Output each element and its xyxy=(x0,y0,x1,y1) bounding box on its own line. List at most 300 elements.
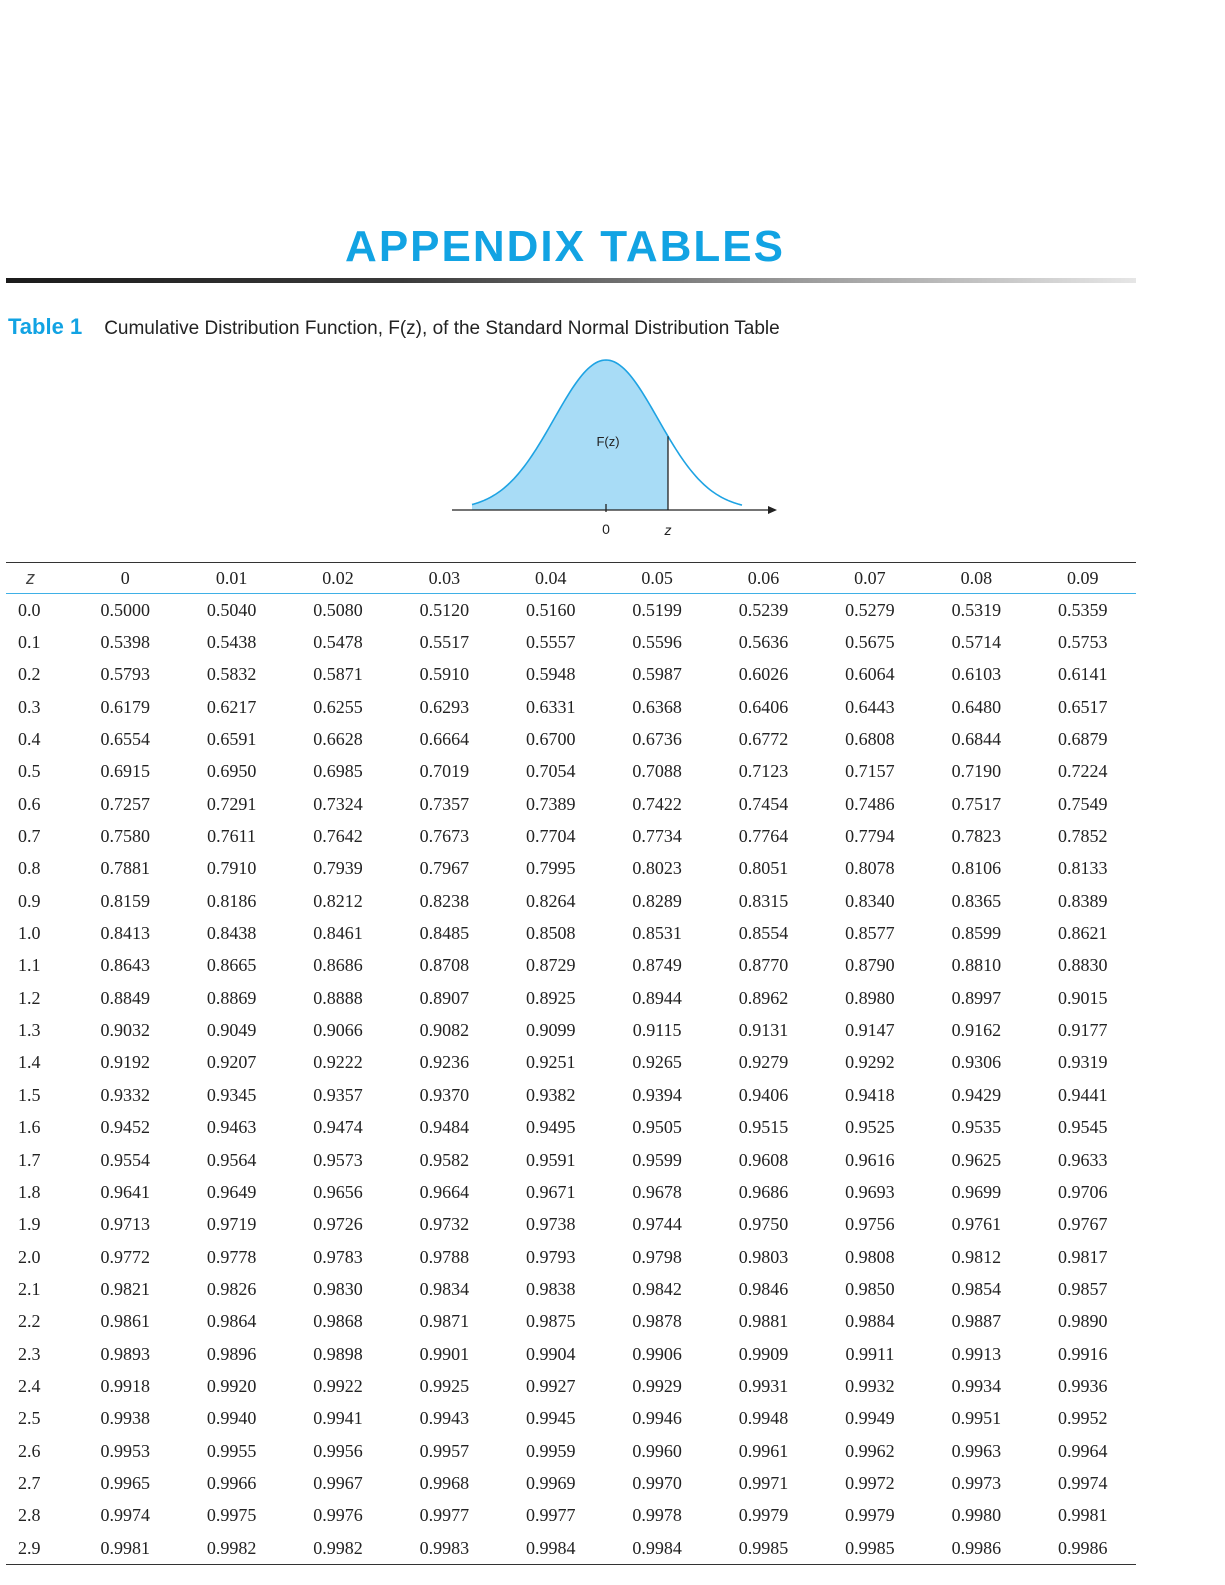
cdf-cell: 0.9066 xyxy=(313,1020,363,1041)
cdf-cell: 0.9842 xyxy=(632,1278,682,1299)
cdf-cell: 0.9969 xyxy=(526,1472,576,1493)
cdf-cell: 0.5871 xyxy=(313,664,363,685)
cdf-cell: 0.8159 xyxy=(100,890,150,911)
table-row xyxy=(6,885,1136,917)
row-z-value: 0.6 xyxy=(18,793,41,814)
cdf-cell: 0.7642 xyxy=(313,826,363,847)
cdf-cell: 0.9515 xyxy=(738,1117,789,1138)
cdf-cell: 0.8485 xyxy=(419,923,470,944)
cdf-cell: 0.6517 xyxy=(1058,696,1108,717)
cdf-cell: 0.5948 xyxy=(526,664,576,685)
cdf-cell: 0.9955 xyxy=(206,1440,257,1461)
cdf-cell: 0.9985 xyxy=(817,1532,923,1565)
cdf-table xyxy=(6,562,1136,1565)
cdf-cell: 0.9803 xyxy=(738,1246,789,1267)
cdf-cell: 0.8810 xyxy=(951,955,1002,976)
cdf-cell: 0.9970 xyxy=(632,1472,682,1493)
cdf-cell: 0.9966 xyxy=(206,1472,257,1493)
cdf-cell: 0.9382 xyxy=(526,1084,576,1105)
cdf-cell: 0.9977 xyxy=(419,1505,470,1526)
title-rule xyxy=(6,278,1136,283)
cdf-cell: 0.7611 xyxy=(207,826,256,847)
cdf-cell: 0.9857 xyxy=(1058,1278,1108,1299)
x-axis-arrow xyxy=(768,506,777,514)
cdf-cell: 0.9956 xyxy=(313,1440,363,1461)
cdf-cell: 0.9940 xyxy=(206,1408,257,1429)
cdf-cell: 0.9147 xyxy=(845,1020,895,1041)
row-z-value: 0.2 xyxy=(18,664,41,685)
cdf-cell: 0.9898 xyxy=(313,1343,363,1364)
z-label: z xyxy=(664,522,672,538)
cdf-cell: 0.9951 xyxy=(951,1408,1002,1429)
cdf-cell: 0.8461 xyxy=(313,923,363,944)
cdf-cell: 0.9979 xyxy=(845,1505,895,1526)
row-z-value: 0.0 xyxy=(18,599,41,620)
cdf-cell: 0.5398 xyxy=(100,632,150,653)
cdf-cell: 0.9664 xyxy=(419,1181,470,1202)
cdf-cell: 0.5793 xyxy=(100,664,150,685)
cdf-cell: 0.7734 xyxy=(632,826,682,847)
row-z-value: 2.1 xyxy=(18,1278,41,1299)
table-row xyxy=(6,950,1136,982)
cdf-cell: 0.9525 xyxy=(845,1117,895,1138)
row-z-value: 1.0 xyxy=(18,923,41,944)
cdf-cell: 0.9767 xyxy=(1058,1214,1108,1235)
cdf-cell: 0.9977 xyxy=(526,1505,576,1526)
cdf-cell: 0.9798 xyxy=(632,1246,682,1267)
cdf-cell: 0.7389 xyxy=(526,793,576,814)
header-col: 0.08 xyxy=(923,563,1029,594)
cdf-cell: 0.8686 xyxy=(313,955,363,976)
cdf-cell: 0.9920 xyxy=(206,1375,257,1396)
cdf-cell: 0.7019 xyxy=(419,761,470,782)
cdf-cell: 0.9984 xyxy=(498,1532,604,1565)
cdf-cell: 0.9936 xyxy=(1058,1375,1108,1396)
row-z-value: 1.5 xyxy=(18,1084,41,1105)
cdf-cell: 0.7422 xyxy=(632,793,682,814)
cdf-cell: 0.9925 xyxy=(419,1375,470,1396)
cdf-cell: 0.8413 xyxy=(100,923,150,944)
cdf-cell: 0.5596 xyxy=(632,632,682,653)
row-z-value: 1.3 xyxy=(18,1020,41,1041)
origin-label: 0 xyxy=(602,521,610,537)
cdf-cell: 0.9838 xyxy=(526,1278,576,1299)
row-z-value: 1.7 xyxy=(18,1149,41,1170)
cdf-cell: 0.9850 xyxy=(845,1278,895,1299)
cdf-cell: 0.6368 xyxy=(632,696,682,717)
row-z-value: 0.3 xyxy=(18,696,41,717)
cdf-cell: 0.8051 xyxy=(738,858,789,879)
cdf-cell: 0.9982 xyxy=(285,1532,391,1565)
cdf-cell: 0.9834 xyxy=(419,1278,470,1299)
cdf-cell: 0.9429 xyxy=(951,1084,1002,1105)
cdf-cell: 0.9964 xyxy=(1058,1440,1108,1461)
header-col: 0.02 xyxy=(285,563,391,594)
cdf-cell: 0.9896 xyxy=(206,1343,257,1364)
cdf-cell: 0.9306 xyxy=(951,1052,1002,1073)
cdf-cell: 0.8790 xyxy=(845,955,895,976)
cdf-cell: 0.9978 xyxy=(632,1505,682,1526)
table-row xyxy=(6,756,1136,788)
cdf-cell: 0.9686 xyxy=(738,1181,789,1202)
cdf-cell: 0.9726 xyxy=(313,1214,363,1235)
cdf-cell: 0.5080 xyxy=(313,599,363,620)
cdf-cell: 0.9953 xyxy=(100,1440,150,1461)
cdf-cell: 0.8621 xyxy=(1058,923,1108,944)
header-col: 0.09 xyxy=(1030,563,1136,594)
cdf-cell: 0.9948 xyxy=(738,1408,789,1429)
cdf-cell: 0.9641 xyxy=(100,1181,150,1202)
cdf-cell: 0.9881 xyxy=(738,1311,789,1332)
cdf-cell: 0.6293 xyxy=(419,696,470,717)
cdf-cell: 0.7454 xyxy=(738,793,789,814)
cdf-cell: 0.9808 xyxy=(845,1246,895,1267)
cdf-cell: 0.5478 xyxy=(313,632,363,653)
cdf-cell: 0.9633 xyxy=(1058,1149,1108,1170)
cdf-cell: 0.9893 xyxy=(100,1343,150,1364)
cdf-cell: 0.6950 xyxy=(206,761,257,782)
cdf-cell: 0.6915 xyxy=(100,761,150,782)
row-z-value: 1.9 xyxy=(18,1214,41,1235)
cdf-cell: 0.7088 xyxy=(632,761,682,782)
cdf-cell: 0.9082 xyxy=(419,1020,470,1041)
cdf-cell: 0.7486 xyxy=(845,793,895,814)
table-row xyxy=(6,1273,1136,1305)
table-row xyxy=(6,1403,1136,1435)
cdf-cell: 0.6103 xyxy=(951,664,1002,685)
cdf-cell: 0.9099 xyxy=(526,1020,576,1041)
cdf-cell: 0.9554 xyxy=(100,1149,150,1170)
cdf-cell: 0.9875 xyxy=(526,1311,576,1332)
cdf-cell: 0.9946 xyxy=(632,1408,682,1429)
table-label: Table 1 xyxy=(8,314,83,339)
cdf-cell: 0.6772 xyxy=(738,729,789,750)
cdf-cell: 0.8289 xyxy=(632,890,682,911)
cdf-cell: 0.6141 xyxy=(1058,664,1108,685)
cdf-cell: 0.5120 xyxy=(419,599,470,620)
cdf-cell: 0.9846 xyxy=(738,1278,789,1299)
row-z-value: 0.1 xyxy=(18,632,41,653)
cdf-cell: 0.9817 xyxy=(1058,1246,1108,1267)
cdf-cell: 0.8508 xyxy=(526,923,576,944)
cdf-cell: 0.9319 xyxy=(1058,1052,1108,1073)
cdf-cell: 0.9975 xyxy=(206,1505,257,1526)
table-row xyxy=(6,917,1136,949)
cdf-cell: 0.9979 xyxy=(738,1505,789,1526)
table-row xyxy=(6,820,1136,852)
cdf-cell: 0.9207 xyxy=(206,1052,257,1073)
cdf-cell: 0.9854 xyxy=(951,1278,1002,1299)
cdf-cell: 0.5279 xyxy=(845,599,895,620)
cdf-cell: 0.9871 xyxy=(419,1311,470,1332)
cdf-cell: 0.9625 xyxy=(951,1149,1002,1170)
cdf-cell: 0.9162 xyxy=(951,1020,1002,1041)
cdf-cell: 0.6844 xyxy=(951,729,1002,750)
cdf-cell: 0.9370 xyxy=(419,1084,470,1105)
table-row xyxy=(6,1079,1136,1111)
cdf-cell: 0.9713 xyxy=(100,1214,150,1235)
header-col: 0.03 xyxy=(391,563,497,594)
cdf-cell: 0.9962 xyxy=(845,1440,895,1461)
cdf-cell: 0.6808 xyxy=(845,729,895,750)
cdf-cell: 0.9049 xyxy=(206,1020,257,1041)
cdf-cell: 0.7357 xyxy=(419,793,470,814)
row-z-value: 2.8 xyxy=(18,1505,41,1526)
cdf-cell: 0.8106 xyxy=(951,858,1002,879)
cdf-cell: 0.9788 xyxy=(419,1246,470,1267)
cdf-cell: 0.6179 xyxy=(100,696,150,717)
cdf-cell: 0.9699 xyxy=(951,1181,1002,1202)
cdf-cell: 0.7054 xyxy=(526,761,576,782)
cdf-cell: 0.7704 xyxy=(526,826,576,847)
row-z-value: 1.2 xyxy=(18,987,41,1008)
row-z-value: 0.5 xyxy=(18,761,41,782)
cdf-cell: 0.5040 xyxy=(206,599,257,620)
cdf-cell: 0.9878 xyxy=(632,1311,682,1332)
cdf-cell: 0.9441 xyxy=(1058,1084,1108,1105)
cdf-cell: 0.8962 xyxy=(738,987,789,1008)
table-caption-text: Cumulative Distribution Function, F(z), of the Standard Normal Distribution Table xyxy=(104,318,780,339)
page-title: APPENDIX TABLES xyxy=(345,222,785,271)
cdf-cell: 0.6331 xyxy=(526,696,576,717)
table-row xyxy=(6,1241,1136,1273)
cdf-cell: 0.9960 xyxy=(632,1440,682,1461)
cdf-cell: 0.8531 xyxy=(632,923,682,944)
cdf-cell: 0.5636 xyxy=(738,632,789,653)
cdf-cell: 0.9744 xyxy=(632,1214,682,1235)
row-z-value: 0.8 xyxy=(18,858,41,879)
cdf-cell: 0.5910 xyxy=(419,664,470,685)
cdf-cell: 0.8770 xyxy=(738,955,789,976)
cdf-cell: 0.9938 xyxy=(100,1408,150,1429)
cdf-cell: 0.9279 xyxy=(738,1052,789,1073)
cdf-cell: 0.5753 xyxy=(1058,632,1108,653)
cdf-cell: 0.9495 xyxy=(526,1117,576,1138)
cdf-cell: 0.9974 xyxy=(1058,1472,1108,1493)
table-row xyxy=(6,982,1136,1014)
cdf-cell: 0.5675 xyxy=(845,632,895,653)
cdf-cell: 0.9911 xyxy=(845,1343,895,1364)
cdf-cell: 0.9756 xyxy=(845,1214,895,1235)
cdf-cell: 0.9906 xyxy=(632,1343,682,1364)
cdf-cell: 0.5359 xyxy=(1058,599,1108,620)
row-z-value: 2.9 xyxy=(6,1532,72,1565)
cdf-cell: 0.5438 xyxy=(206,632,257,653)
normal-curve-diagram xyxy=(450,352,790,552)
cdf-cell: 0.8315 xyxy=(738,890,789,911)
cdf-cell: 0.8238 xyxy=(419,890,470,911)
cdf-cell: 0.9357 xyxy=(313,1084,363,1105)
cdf-cell: 0.9251 xyxy=(526,1052,576,1073)
table-row xyxy=(6,659,1136,691)
cdf-cell: 0.7291 xyxy=(206,793,257,814)
header-z: z xyxy=(6,563,72,594)
cdf-cell: 0.9901 xyxy=(419,1343,470,1364)
row-z-value: 2.0 xyxy=(18,1246,41,1267)
cdf-cell: 0.6217 xyxy=(206,696,257,717)
cdf-cell: 0.9394 xyxy=(632,1084,682,1105)
cdf-cell: 0.8980 xyxy=(845,987,895,1008)
cdf-cell: 0.8078 xyxy=(845,858,895,879)
cdf-cell: 0.9292 xyxy=(845,1052,895,1073)
cdf-cell: 0.7224 xyxy=(1058,761,1108,782)
cdf-cell: 0.7995 xyxy=(526,858,576,879)
cdf-cell: 0.9922 xyxy=(313,1375,363,1396)
cdf-cell: 0.9345 xyxy=(206,1084,257,1105)
cdf-cell: 0.9761 xyxy=(951,1214,1002,1235)
cdf-cell: 0.9916 xyxy=(1058,1343,1108,1364)
table-row xyxy=(6,1370,1136,1402)
cdf-cell: 0.6554 xyxy=(100,729,150,750)
cdf-cell: 0.8830 xyxy=(1058,955,1108,976)
cdf-cell: 0.9980 xyxy=(951,1505,1002,1526)
table-row xyxy=(6,1532,1136,1565)
cdf-cell: 0.9192 xyxy=(100,1052,150,1073)
table-row xyxy=(6,1500,1136,1532)
row-z-value: 0.9 xyxy=(18,890,41,911)
cdf-cell: 0.9887 xyxy=(951,1311,1002,1332)
cdf-cell: 0.9732 xyxy=(419,1214,470,1235)
cdf-cell: 0.9965 xyxy=(100,1472,150,1493)
cdf-cell: 0.8907 xyxy=(419,987,470,1008)
cdf-cell: 0.6026 xyxy=(738,664,789,685)
cdf-cell: 0.9738 xyxy=(526,1214,576,1235)
cdf-cell: 0.9474 xyxy=(313,1117,363,1138)
cdf-cell: 0.7881 xyxy=(100,858,150,879)
cdf-cell: 0.7517 xyxy=(951,793,1002,814)
cdf-cell: 0.9115 xyxy=(632,1020,682,1041)
cdf-cell: 0.9265 xyxy=(632,1052,682,1073)
cdf-cell: 0.8729 xyxy=(526,955,576,976)
cdf-cell: 0.9452 xyxy=(100,1117,150,1138)
cdf-cell: 0.9931 xyxy=(738,1375,789,1396)
cdf-cell: 0.7549 xyxy=(1058,793,1108,814)
cdf-cell: 0.8749 xyxy=(632,955,682,976)
cdf-cell: 0.8133 xyxy=(1058,858,1108,879)
cdf-cell: 0.8186 xyxy=(206,890,257,911)
cdf-cell: 0.9963 xyxy=(951,1440,1002,1461)
cdf-cell: 0.8944 xyxy=(632,987,682,1008)
table-row xyxy=(6,853,1136,885)
area-label: F(z) xyxy=(596,434,620,449)
row-z-value: 0.4 xyxy=(18,729,41,750)
cdf-cell: 0.9830 xyxy=(313,1278,363,1299)
cdf-cell: 0.8643 xyxy=(100,955,150,976)
row-z-value: 1.1 xyxy=(18,955,41,976)
cdf-cell: 0.8869 xyxy=(206,987,257,1008)
cdf-cell: 0.9332 xyxy=(100,1084,150,1105)
header-col: 0.01 xyxy=(178,563,284,594)
cdf-cell: 0.9986 xyxy=(923,1532,1029,1565)
table-body xyxy=(6,594,1136,1565)
cdf-cell: 0.9131 xyxy=(738,1020,789,1041)
cdf-cell: 0.9941 xyxy=(313,1408,363,1429)
cdf-cell: 0.9656 xyxy=(313,1181,363,1202)
table-header-row xyxy=(6,563,1136,594)
row-z-value: 1.6 xyxy=(18,1117,41,1138)
cdf-cell: 0.7823 xyxy=(951,826,1002,847)
row-z-value: 2.2 xyxy=(18,1311,41,1332)
cdf-cell: 0.6879 xyxy=(1058,729,1108,750)
cdf-cell: 0.9981 xyxy=(1058,1505,1108,1526)
cdf-cell: 0.5557 xyxy=(526,632,576,653)
cdf-cell: 0.9959 xyxy=(526,1440,576,1461)
cdf-cell: 0.5160 xyxy=(526,599,576,620)
cdf-cell: 0.5987 xyxy=(632,664,682,685)
cdf-cell: 0.8023 xyxy=(632,858,682,879)
cdf-cell: 0.8599 xyxy=(951,923,1002,944)
cdf-cell: 0.9864 xyxy=(206,1311,257,1332)
cdf-cell: 0.5517 xyxy=(419,632,470,653)
cdf-cell: 0.5714 xyxy=(951,632,1002,653)
cdf-cell: 0.9535 xyxy=(951,1117,1002,1138)
cdf-cell: 0.9968 xyxy=(419,1472,470,1493)
cdf-cell: 0.9821 xyxy=(100,1278,150,1299)
cdf-cell: 0.7190 xyxy=(951,761,1002,782)
cdf-cell: 0.6664 xyxy=(419,729,470,750)
cdf-cell: 0.7967 xyxy=(419,858,470,879)
cdf-cell: 0.5199 xyxy=(632,599,682,620)
cdf-cell: 0.9573 xyxy=(313,1149,363,1170)
cdf-cell: 0.8665 xyxy=(206,955,257,976)
cdf-cell: 0.9890 xyxy=(1058,1311,1108,1332)
cdf-cell: 0.9484 xyxy=(419,1117,470,1138)
cdf-cell: 0.9957 xyxy=(419,1440,470,1461)
cdf-cell: 0.8708 xyxy=(419,955,470,976)
header-col: 0.04 xyxy=(498,563,604,594)
table-row xyxy=(6,626,1136,658)
cdf-cell: 0.9976 xyxy=(313,1505,363,1526)
cdf-cell: 0.9015 xyxy=(1058,987,1108,1008)
cdf-cell: 0.9783 xyxy=(313,1246,363,1267)
cdf-cell: 0.9952 xyxy=(1058,1408,1108,1429)
cdf-cell: 0.6700 xyxy=(526,729,576,750)
table-row xyxy=(6,723,1136,755)
cdf-cell: 0.8212 xyxy=(313,890,363,911)
row-z-value: 2.5 xyxy=(18,1408,41,1429)
cdf-cell: 0.9949 xyxy=(845,1408,895,1429)
cdf-cell: 0.8997 xyxy=(951,987,1002,1008)
cdf-cell: 0.9971 xyxy=(738,1472,789,1493)
cdf-cell: 0.9918 xyxy=(100,1375,150,1396)
cdf-cell: 0.9582 xyxy=(419,1149,470,1170)
cdf-cell: 0.9616 xyxy=(845,1149,895,1170)
cdf-cell: 0.9812 xyxy=(951,1246,1002,1267)
table-caption xyxy=(8,314,780,340)
cdf-cell: 0.9986 xyxy=(1030,1532,1136,1565)
cdf-cell: 0.9463 xyxy=(206,1117,257,1138)
cdf-cell: 0.9236 xyxy=(419,1052,470,1073)
row-z-value: 0.7 xyxy=(18,826,41,847)
cdf-cell: 0.9884 xyxy=(845,1311,895,1332)
header-col: 0.07 xyxy=(817,563,923,594)
header-col: 0 xyxy=(72,563,178,594)
cdf-cell: 0.9943 xyxy=(419,1408,470,1429)
table-row xyxy=(6,1047,1136,1079)
cdf-cell: 0.8389 xyxy=(1058,890,1108,911)
cdf-cell: 0.9985 xyxy=(710,1532,816,1565)
row-z-value: 1.8 xyxy=(18,1181,41,1202)
cdf-cell: 0.9973 xyxy=(951,1472,1002,1493)
cdf-cell: 0.9868 xyxy=(313,1311,363,1332)
table-row xyxy=(6,691,1136,723)
table-row xyxy=(6,1014,1136,1046)
table-row xyxy=(6,1338,1136,1370)
cdf-cell: 0.6628 xyxy=(313,729,363,750)
cdf-cell: 0.9945 xyxy=(526,1408,576,1429)
cdf-cell: 0.6736 xyxy=(632,729,682,750)
cdf-cell: 0.9826 xyxy=(206,1278,257,1299)
